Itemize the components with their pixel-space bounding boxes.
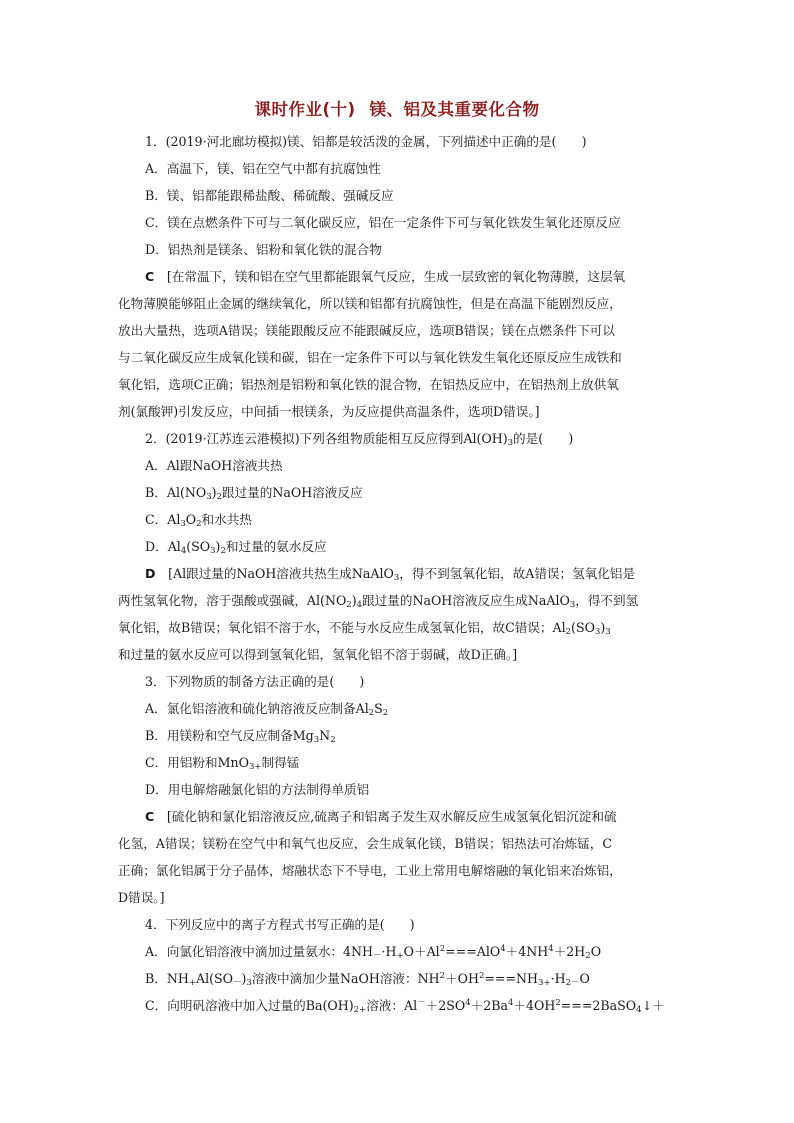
q2-answer-letter: D xyxy=(145,566,156,581)
q2-option-b: B．$Al(NO_3)_2$跟过量的NaOH溶液反应 xyxy=(145,485,363,502)
q1-explanation: 剂(氯酸钾)引发反应，中间插一根镁条，为反应提供高温条件，选项D错误。] xyxy=(118,404,540,419)
q1-option-b: B．镁、铝都能跟稀盐酸、稀硫酸、强碱反应 xyxy=(145,188,394,203)
q1-option-a: A．高温下，镁、铝在空气中都有抗腐蚀性 xyxy=(145,161,381,176)
q2-answer: D [Al跟过量的NaOH溶液共热生成NaAlO$_3$，得不到氢氧化铝，故A错误；氢氧化铝是 xyxy=(145,566,636,583)
q3-stem: 3．下列物质的制备方法正确的是( ) xyxy=(145,674,365,689)
q4-option-b: B．$NH_+Al(SO_-)_3$溶液中滴加少量NaOH溶液：$NH^2+OH^2===NH_{3+}\cdot H_{2-}O$ xyxy=(145,971,590,988)
q3-answer-letter: C xyxy=(145,809,155,824)
q3-answer: C [硫化钠和氯化铝溶液反应,硫离子和铝离子发生双水解反应生成氢氧化铝沉淀和硫 xyxy=(145,809,617,824)
q1-answer: C [在常温下，镁和铝在空气里都能跟氧气反应，生成一层致密的氧化物薄膜，这层氧 xyxy=(145,269,626,284)
q3-explanation: 正确；氯化铝属于分子晶体，熔融状态下不导电，工业上常用电解熔融的氧化铝来冶炼铝， xyxy=(118,863,622,878)
q3-option-b: B．用镁粉和空气反应制备$Mg_3N_2$ xyxy=(145,728,336,745)
title-right: 镁、铝及其重要化合物 xyxy=(369,100,540,119)
q3-explanation: D错误。] xyxy=(118,890,165,905)
q2-option-d: D．$Al_4(SO_3)_2$和过量的氨水反应 xyxy=(145,539,327,556)
q3-option-a: A．氯化铝溶液和硫化钠溶液反应制备$Al_2S_2$ xyxy=(145,701,389,718)
q2-explanation: 氧化铝，故B错误；氧化铝不溶于水，不能与水反应生成氢氧化铝，故C错误；$Al_2(SO_3)_3$ xyxy=(118,620,611,637)
q2-option-c: C．$Al_3O_2$和水共热 xyxy=(145,512,252,529)
page-title xyxy=(0,96,794,120)
q1-explanation: 化物薄膜能够阻止金属的继续氧化，所以镁和铝都有抗腐蚀性，但是在高温下能剧烈反应， xyxy=(118,296,622,311)
q1-option-c: C．镁在点燃条件下可与二氧化碳反应，铝在一定条件下可与氧化铁发生氧化还原反应 xyxy=(145,215,621,230)
q2-stem: 2．(2019·江苏连云港模拟)下列各组物质能相互反应得到$Al(OH)_3$的是( ) xyxy=(145,431,574,448)
q2-option-a: A．Al跟NaOH溶液共热 xyxy=(145,458,283,473)
q4-stem: 4．下列反应中的离子方程式书写正确的是( ) xyxy=(145,917,415,932)
q3-option-d: D．用电解熔融氯化铝的方法制得单质铝 xyxy=(145,782,370,797)
q4-option-a: A．向氯化铝溶液中滴加过量氨水：$4NH_-\cdot H_+O+Al^2===AlO^4+4NH^4+2H_2O$ xyxy=(145,944,602,961)
q1-explanation: 氧化铝，选项C正确；铝热剂是铝粉和氧化铁的混合物，在铝热反应中，在铝热剂上放供氧 xyxy=(118,377,619,392)
q2-explanation: 两性氢氧化物，溶于强酸或强碱，$Al(NO_2)_4$跟过量的NaOH溶液反应生成NaAlO$_3$，得不到氢 xyxy=(118,593,639,610)
q1-explanation: 与二氧化碳反应生成氧化镁和碳，铝在一定条件下可以与氧化铁发生氧化还原反应生成铁和 xyxy=(118,350,622,365)
q1-option-d: D．铝热剂是镁条、铝粉和氧化铁的混合物 xyxy=(145,242,382,257)
q1-answer-letter: C xyxy=(145,269,155,284)
q2-explanation: 和过量的氨水反应可以得到氢氧化铝，氢氧化铝不溶于弱碱，故D正确。] xyxy=(118,647,518,662)
q3-option-c: C．用铝粉和MnO$_{3+}$制得锰 xyxy=(145,755,300,772)
title-left: 课时作业(十) xyxy=(254,100,356,119)
q3-explanation: 化氢，A错误；镁粉在空气中和氧气也反应，会生成氧化镁，B错误；铝热法可冶炼锰，C xyxy=(118,836,612,851)
q4-option-c: C．向明矾溶液中加入过量的$Ba(OH)_{2+}$溶液：$Al^-+2SO^4+2Ba^4+4OH^2===2BaSO_4↓+$ xyxy=(145,998,665,1015)
q1-stem: 1．(2019·河北廊坊模拟)镁、铝都是较活泼的金属，下列描述中正确的是( ) xyxy=(145,134,587,149)
q1-explanation: 放出大量热，选项A错误；镁能跟酸反应不能跟碱反应，选项B错误；镁在点燃条件下可以 xyxy=(118,323,615,338)
